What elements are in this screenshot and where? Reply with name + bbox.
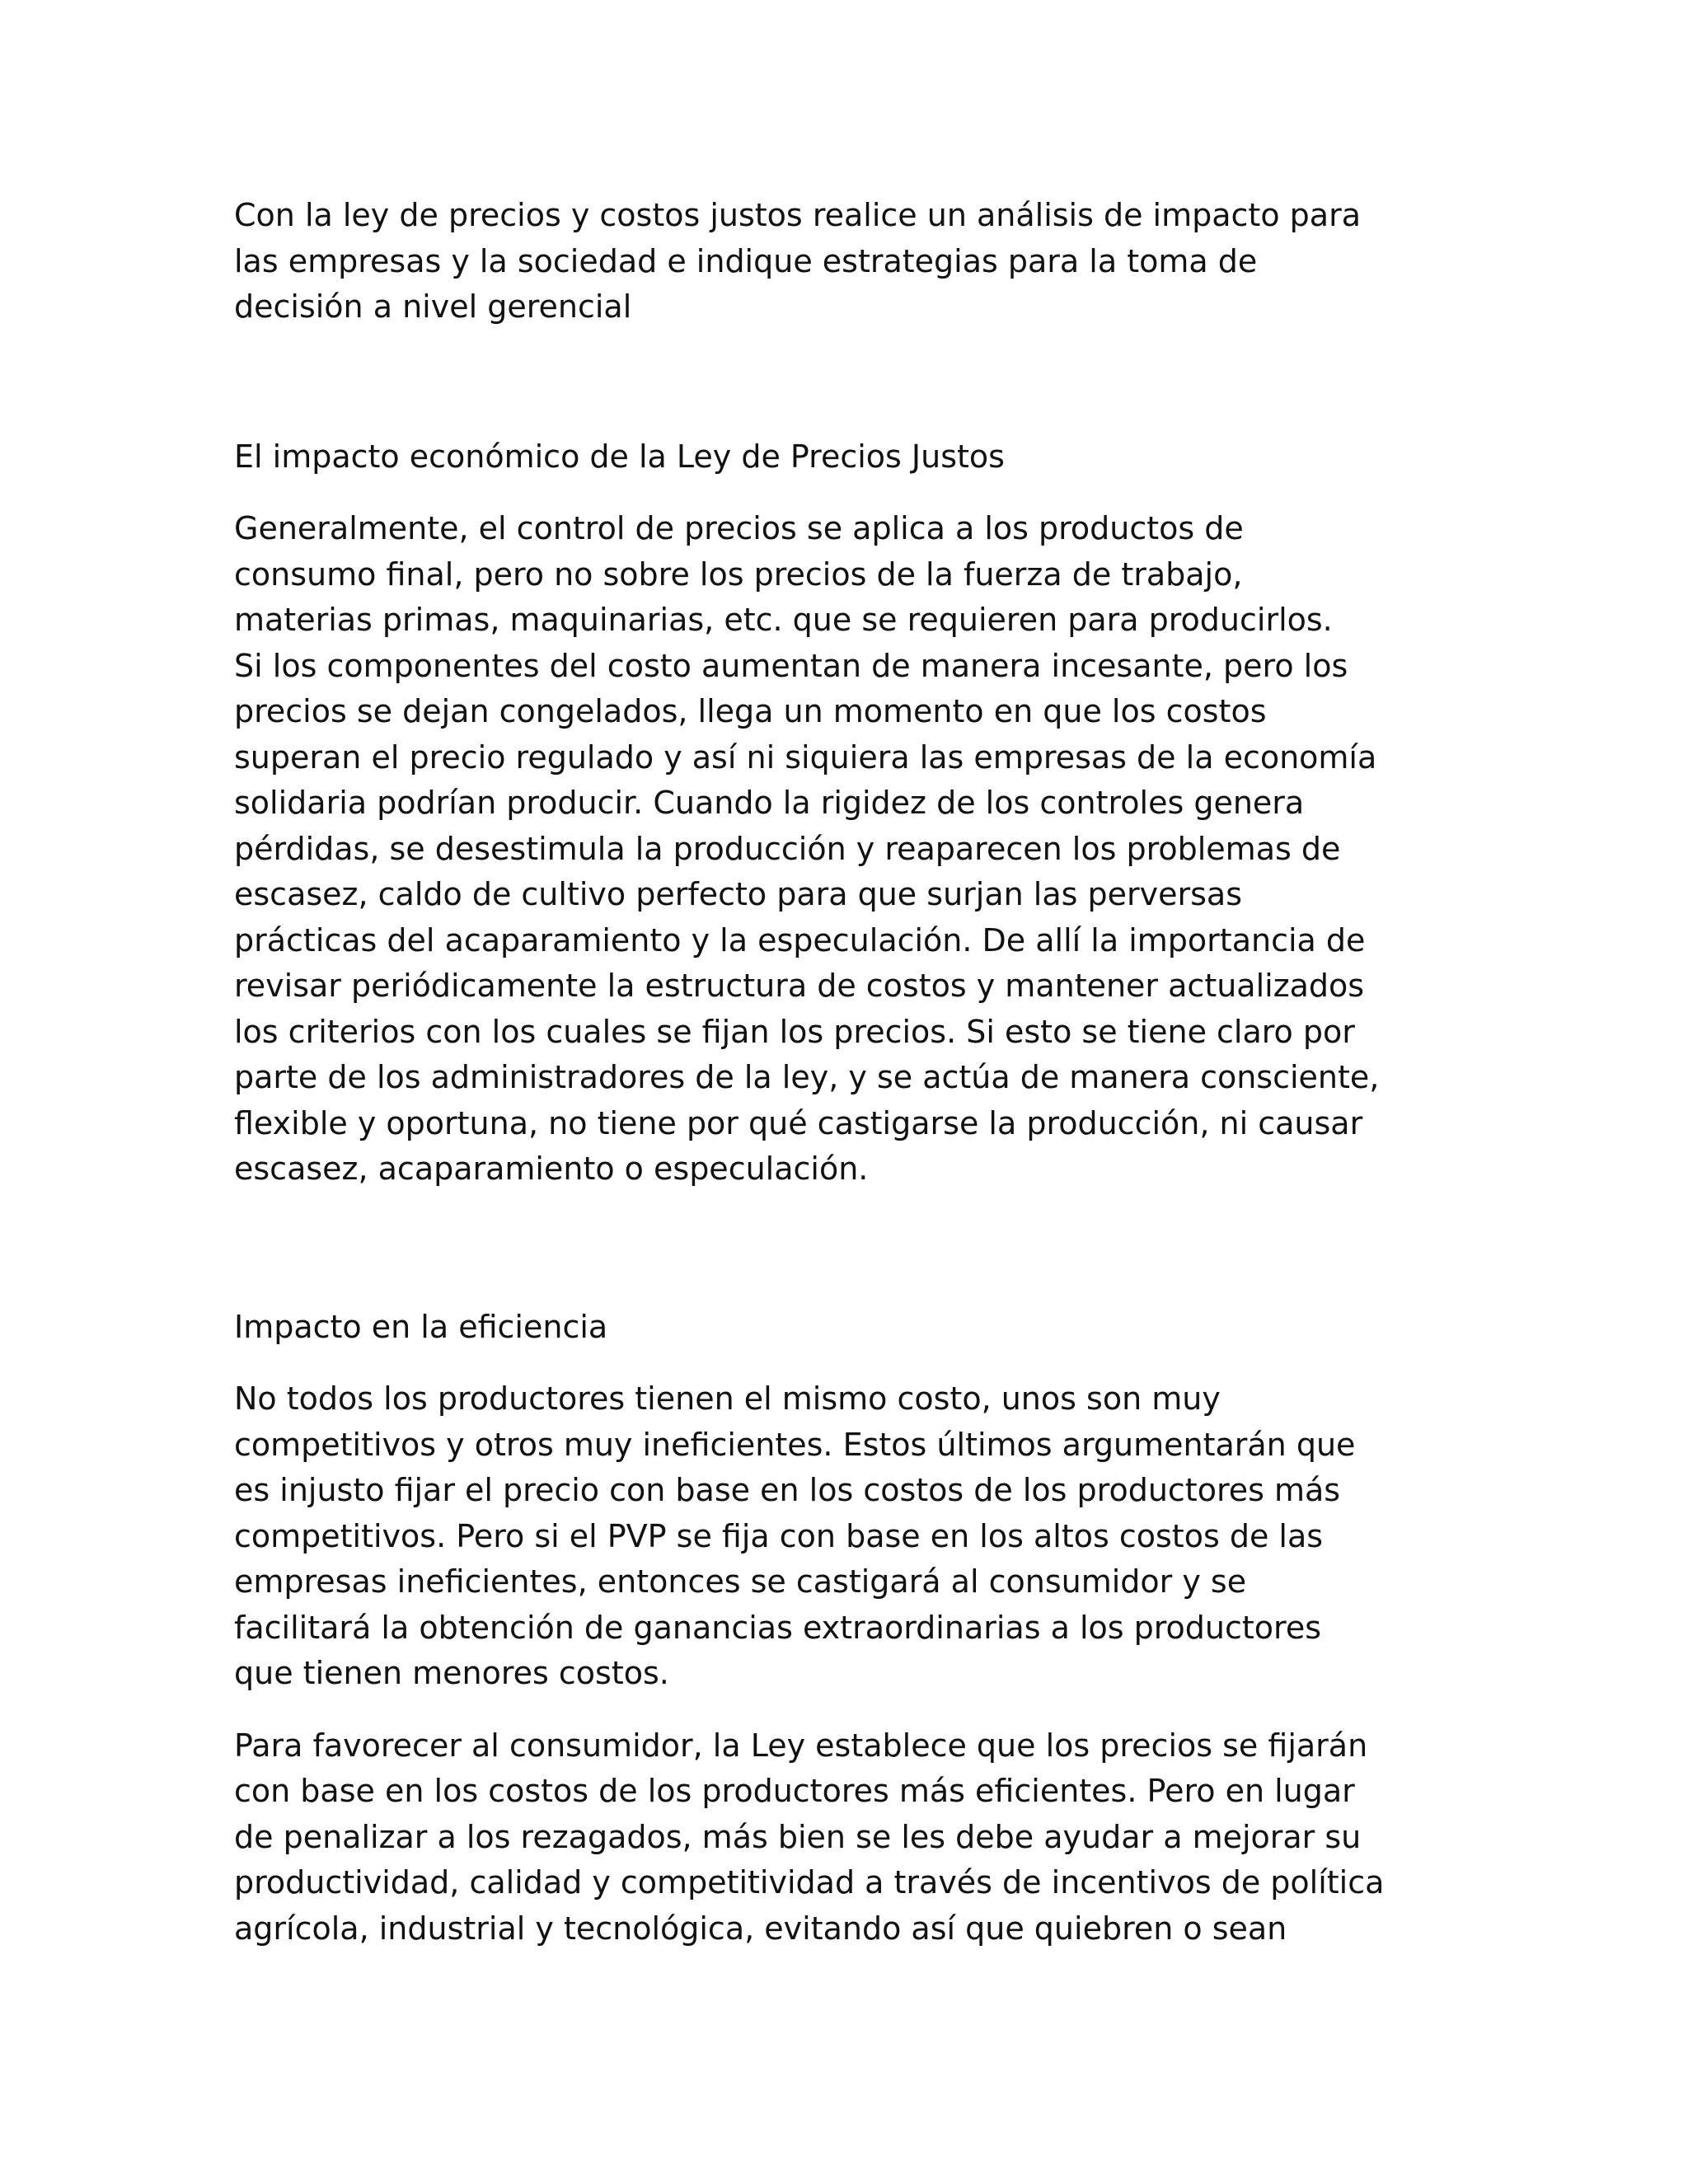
text-line: competitivos. Pero si el PVP se fija con base en los altos costos de las — [234, 1517, 1324, 1554]
heading-text: Impacto en la eficiencia — [234, 1308, 608, 1345]
text-line: competitivos y otros muy ineficientes. Estos últimos argumentarán que — [234, 1426, 1356, 1463]
text-line: materias primas, maquinarias, etc. que se requieren para producirlos. — [234, 602, 1333, 638]
text-line: No todos los productores tienen el mismo costo, unos son muy — [234, 1380, 1221, 1417]
section-heading-eficiencia — [234, 1305, 1487, 1351]
text-line: solidaria podrían producir. Cuando la rigidez de los controles genera — [234, 785, 1305, 821]
section-heading-impacto-economico — [234, 434, 1487, 480]
paragraph-eficiencia-2 — [234, 1723, 1487, 1952]
text-line: Para favorecer al consumidor, la Ley establece que los precios se fijarán — [234, 1727, 1368, 1764]
text-line: flexible y oportuna, no tiene por qué castigarse la producción, ni causar — [234, 1104, 1363, 1141]
text-line: parte de los administradores de la ley, y se actúa de manera consciente, — [234, 1059, 1380, 1095]
document-body — [234, 193, 1487, 1952]
paragraph-impacto-economico — [234, 506, 1487, 1193]
text-line: decisión a nivel gerencial — [234, 288, 632, 325]
text-line: precios se dejan congelados, llega un momento en que los costos — [234, 693, 1267, 729]
text-line: facilitará la obtención de ganancias extraordinarias a los productores — [234, 1609, 1321, 1646]
text-line: consumo final, pero no sobre los precios de la fuerza de trabajo, — [234, 555, 1243, 593]
text-line: escasez, acaparamiento o especulación. — [234, 1151, 869, 1187]
text-line: es injusto fijar el precio con base en los costos de los productores más — [234, 1472, 1341, 1508]
text-line: las empresas y la sociedad e indique estrategias para la toma de — [234, 242, 1258, 279]
text-line: escasez, caldo de cultivo perfecto para que surjan las perversas — [234, 876, 1242, 912]
text-line: Si los componentes del costo aumentan de manera incesante, pero los — [234, 647, 1348, 684]
text-line: los criterios con los cuales se fijan los precios. Si esto se tiene claro por — [234, 1013, 1355, 1050]
text-line: Con la ley de precios y costos justos realice un análisis de impacto para — [234, 197, 1361, 233]
text-line: pérdidas, se desestimula la producción y reaparecen los problemas de — [234, 830, 1341, 867]
text-line: revisar periódicamente la estructura de costos y mantener actualizados — [234, 968, 1365, 1004]
heading-text: El impacto económico de la Ley de Precios Justos — [234, 438, 1005, 475]
text-line: productividad, calidad y competitividad a través de incentivos de política — [234, 1864, 1385, 1900]
text-line: con base en los costos de los productores más eficientes. Pero en lugar — [234, 1773, 1355, 1809]
intro-question — [234, 193, 1487, 330]
text-line: Generalmente, el control de precios se aplica a los productos de — [234, 510, 1244, 546]
text-line: agrícola, industrial y tecnológica, evitando así que quiebren o sean — [234, 1910, 1287, 1947]
text-line: superan el precio regulado y así ni siquiera las empresas de la economía — [234, 738, 1377, 776]
paragraph-eficiencia-1 — [234, 1376, 1487, 1697]
text-line: que tienen menores costos. — [234, 1655, 669, 1691]
text-line: de penalizar a los rezagados, más bien se les debe ayudar a mejorar su — [234, 1818, 1362, 1855]
text-line: prácticas del acaparamiento y la especulación. De allí la importancia de — [234, 921, 1366, 958]
text-line: empresas ineficientes, entonces se castigará al consumidor y se — [234, 1563, 1247, 1600]
